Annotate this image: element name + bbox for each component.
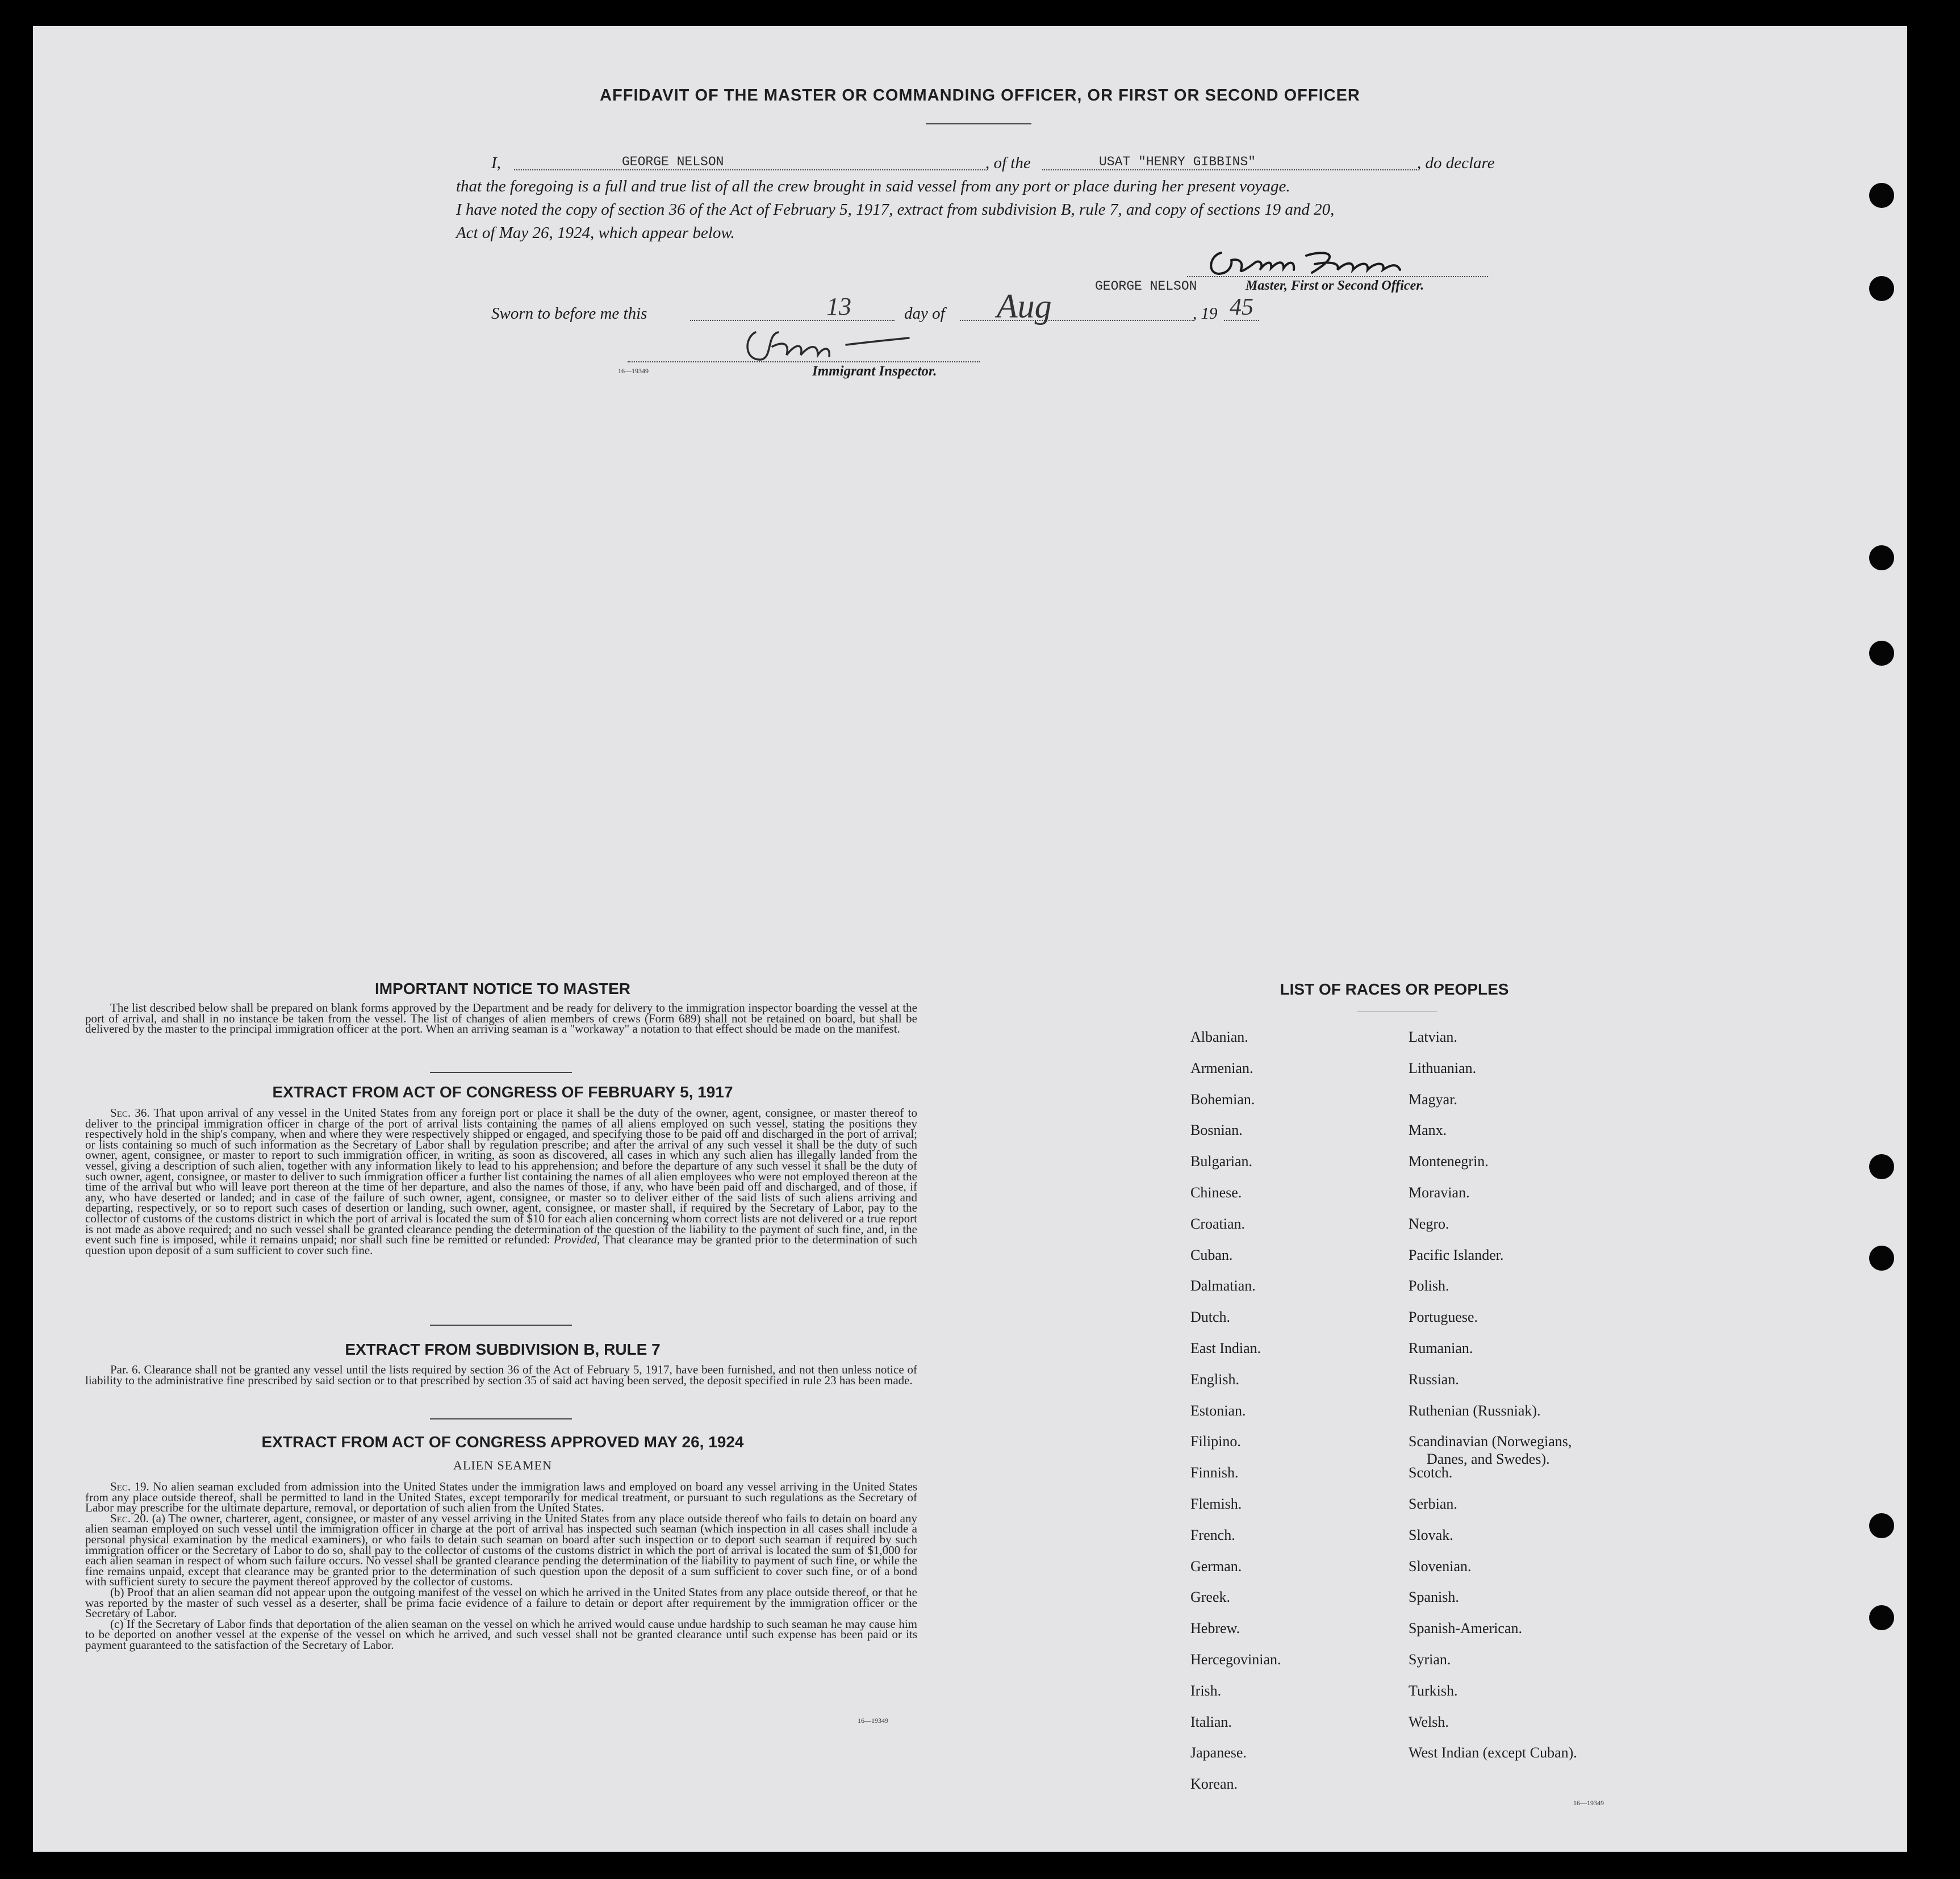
race-right-item: Polish. — [1409, 1277, 1449, 1295]
races-form-number: 16—19349 — [1573, 1799, 1604, 1807]
race-right-item: Negro. — [1409, 1215, 1449, 1232]
section-divider — [430, 1418, 572, 1419]
affidavit-form-number: 16—19349 — [618, 367, 649, 375]
race-left-item: Albanian. — [1190, 1029, 1248, 1045]
race-right-item: Welsh. — [1409, 1713, 1449, 1730]
race-left-item: Filipino. — [1190, 1433, 1241, 1450]
race-right-item: Manx. — [1409, 1122, 1447, 1139]
race-left-item: French. — [1190, 1526, 1235, 1543]
sec19-label: Sec. 19. — [110, 1480, 149, 1493]
signer-name-typed: GEORGE NELSON — [1095, 279, 1197, 294]
race-right-item: Scandinavian (Norwegians, — [1409, 1433, 1572, 1450]
name-field-value: GEORGE NELSON — [622, 155, 724, 169]
sec36-label: Sec. 36. — [110, 1106, 150, 1120]
month-field-line — [960, 320, 1193, 321]
binder-hole — [1869, 1605, 1894, 1630]
race-right-item: Ruthenian (Russniak). — [1409, 1402, 1541, 1419]
affidavit-line2: that the foregoing is a full and true list of all the crew brought in said vessel from any port or place during her present voyage. — [456, 177, 1290, 195]
race-right-item: Latvian. — [1409, 1029, 1457, 1045]
race-right-item: Portuguese. — [1409, 1309, 1478, 1326]
race-right-item: Magyar. — [1409, 1091, 1457, 1108]
extract-form-number: 16—19349 — [858, 1717, 888, 1724]
sec20a-paragraph — [85, 1513, 917, 1587]
race-left-item: Japanese. — [1190, 1744, 1247, 1761]
race-right-item: Scotch. — [1409, 1464, 1453, 1481]
binder-hole — [1869, 276, 1894, 301]
extract-1917-title: EXTRACT FROM ACT OF CONGRESS OF FEBRUARY 5, 1917 — [272, 1083, 733, 1101]
race-left-item: Cuban. — [1190, 1246, 1233, 1263]
race-left-item: German. — [1190, 1558, 1242, 1575]
extract-1924-text — [85, 1481, 917, 1651]
race-left-item: English. — [1190, 1371, 1239, 1388]
rule7-text: Par. 6. Clearance shall not be granted any vessel until the lists required by section 36 of the Act of February 5, 1917, have been furnished, and not then unless notice of liability to the administrative fine prescribed by said section or to that prescribed by section 35 of said act having been served, the deposit specified in rule 23 has been made. — [85, 1363, 917, 1387]
race-right-item: Rumanian. — [1409, 1340, 1473, 1356]
race-left-item: Italian. — [1190, 1713, 1232, 1730]
race-left-item: Korean. — [1190, 1776, 1238, 1793]
race-left-item: Irish. — [1190, 1682, 1222, 1699]
race-right-item: Slovak. — [1409, 1526, 1453, 1543]
rule7-title: EXTRACT FROM SUBDIVISION B, RULE 7 — [345, 1341, 661, 1358]
race-right-item: West Indian (except Cuban). — [1409, 1744, 1577, 1761]
inspector-line — [628, 361, 980, 362]
inspector-caption: Immigrant Inspector. — [812, 364, 937, 379]
affidavit-line3: I have noted the copy of section 36 of the Act of February 5, 1917, extract from subdivision B, rule 7, and copy of sections 19 and 20, — [456, 201, 1335, 219]
section-divider — [430, 1325, 572, 1326]
race-left-item: Dutch. — [1190, 1309, 1231, 1326]
race-left-item: East Indian. — [1190, 1340, 1261, 1356]
sec36-provided: Provided, — [553, 1233, 600, 1247]
race-left-item: Flemish. — [1190, 1496, 1242, 1512]
affidavit-do-declare: , do declare — [1417, 154, 1495, 172]
binder-hole — [1869, 641, 1894, 666]
vessel-field-value: USAT "HENRY GIBBINS" — [1099, 155, 1256, 169]
affidavit-of-the: , of the — [985, 154, 1031, 172]
affidavit-line1-prefix: I, — [491, 154, 501, 172]
title-divider — [926, 123, 1031, 124]
signature-line — [1187, 276, 1488, 277]
race-right-item: Danes, and Swedes). — [1427, 1451, 1550, 1468]
race-right-item: Spanish. — [1409, 1589, 1459, 1606]
signer-caption: Master, First or Second Officer. — [1246, 278, 1424, 293]
sworn-year-prefix: , 19 — [1193, 304, 1218, 323]
binder-hole — [1869, 545, 1894, 570]
race-right-item: Pacific Islander. — [1409, 1246, 1504, 1263]
sec36-body: That upon arrival of any vessel in the United States from any foreign port or place it shall be the duty of the owner, agent, consignee, or master thereof to deliver to the principal immigration officer in charge of the port of arrival lists containing the names of all aliens employed on such vessel, stating the positions they respectively hold in the ship's company, when and where they were respectively shipped or engaged, and specifying those to be paid off and discharged in the port of arrival; or lists containing so much of such information as the Secretary of Labor shall by regulation prescribe; and after the arrival of any such vessel it shall be the duty of such owner, agent, consignee, or master to report to such immigration officer, in writing, as soon as discovered, all cases in which any such alien has illegally landed from the vessel, giving a description of such alien, together with any information likely to lead to his apprehension; and before the departure of any such vessel it shall be the duty of such owner, agent, consignee, or master to deliver to such immigration officer a further list containing the names of all alien employees who were not employed thereon at the time of the arrival but who will leave port thereon at the time of her departure, and also the names of those, if any, who have been paid off and discharged, and of those, if any, who have deserted or landed; and in case of the failure of such owner, agent, consignee, or master so to deliver either of the said lists of such aliens arriving and departing, respectively, or so to report such cases of desertion or landing, such owner, agent, consignee, or master shall, if required by the Secretary of Labor, pay to the collector of customs of the customs district in which the port of arrival is located the sum of $10 for each alien concerning whom correct lists are not delivered or a true report is not made as above required; and no such vessel shall be granted clearance pending the determination of the question of the liability to the payment of such fine, and, in the event such fine is imposed, while it remains unpaid; nor shall such fine be remitted or refunded: — [85, 1106, 917, 1247]
race-left-item: Bosnian. — [1190, 1122, 1243, 1139]
race-left-item: Hebrew. — [1190, 1620, 1240, 1637]
binder-hole — [1869, 1154, 1894, 1179]
name-field-line — [514, 169, 985, 170]
race-right-item: Moravian. — [1409, 1184, 1470, 1201]
binder-hole — [1869, 183, 1894, 208]
race-right-item: Spanish-American. — [1409, 1620, 1523, 1637]
race-left-item: Estonian. — [1190, 1402, 1246, 1419]
race-left-item: Hercegovinian. — [1190, 1651, 1281, 1668]
race-left-item: Bulgarian. — [1190, 1153, 1253, 1170]
sec19-paragraph — [85, 1481, 917, 1513]
inspector-signature — [733, 315, 960, 366]
binder-hole — [1869, 1246, 1894, 1271]
race-right-item: Russian. — [1409, 1371, 1459, 1388]
month-field-value: Aug — [997, 287, 1052, 325]
race-left-item: Croatian. — [1190, 1215, 1246, 1232]
year-field-value: 45 — [1230, 294, 1253, 320]
race-left-item: Finnish. — [1190, 1464, 1239, 1481]
section-divider — [430, 1072, 572, 1073]
race-left-item: Armenian. — [1190, 1059, 1253, 1076]
sworn-prefix: Sworn to before me this — [491, 304, 647, 323]
extract-1917-text — [85, 1108, 917, 1255]
sworn-day-of: day of — [904, 304, 945, 323]
sec20a-body: (a) The owner, charterer, agent, consignee, or master of any vessel arriving in the United States from any place outside thereof who fails to detain on board any alien seaman employed on such vessel until the immigration officer in charge at the port of arrival has inspected such seaman (which inspection in all cases shall include a personal physical examination by the medical examiners), or who fails to detain such seaman on board after such inspection or to deport such seaman if required by such immigration officer or the Secretary of Labor to do so, shall pay to the collector of customs of the customs district in which the port of arrival is located the sum of $1,000 for each alien seaman in respect of whom such failure occurs. No vessel shall be granted clearance pending the determination of the liability to payment of such fine, or while the fine remains unpaid, except that clearance may be granted prior to the determination of such question upon the deposit of a sum sufficient to cover such fine, or of a bond with sufficient surety to secure the payment thereof approved by the collector of customs. — [85, 1511, 918, 1589]
races-title: LIST OF RACES OR PEOPLES — [1280, 980, 1509, 998]
sec20b-paragraph: (b) Proof that an alien seaman did not appear upon the outgoing manifest of the vessel on which he arrived in the United States from any place outside thereof, or that he was reported by the master of such vessel as a deserter, shall be prima facie evidence of a failure to detain or deport after requirement by the immigration officer or the Secretary of Labor. — [85, 1585, 917, 1621]
race-left-item: Chinese. — [1190, 1184, 1242, 1201]
affidavit-title: AFFIDAVIT OF THE MASTER OR COMMANDING OFFICER, OR FIRST OR SECOND OFFICER — [600, 86, 1360, 105]
race-right-item: Montenegrin. — [1409, 1153, 1489, 1170]
vessel-field-line — [1042, 169, 1417, 170]
race-left-item: Dalmatian. — [1190, 1277, 1256, 1295]
race-right-item: Serbian. — [1409, 1496, 1457, 1512]
notice-text: The list described below shall be prepared on blank forms approved by the Department and be ready for delivery to the immigration inspector boarding the vessel at the port of arrival, and shall in no instance be taken from the vessel. The list of changes of alien members of crews (Form 689) shall not be retained on board, but shall be delivered by the master to the principal immigration officer at the port. When an arriving seaman is a "workaway" a notation to that effect should be made on the manifest. — [85, 1001, 917, 1036]
notice-title: IMPORTANT NOTICE TO MASTER — [374, 980, 631, 997]
race-right-item: Lithuanian. — [1409, 1059, 1477, 1076]
sec36-body-end: That clearance may be granted prior to the determination of such question upon deposit of a sum sufficient to cover such fine. — [85, 1233, 918, 1257]
affidavit-line4: Act of May 26, 1924, which appear below. — [456, 224, 735, 242]
binder-hole — [1869, 1513, 1894, 1538]
sec20c-paragraph: (c) If the Secretary of Labor finds that deportation of the alien seaman on the vessel on which he arrived would cause undue hardship to such seaman he may cause him to be deported on another vessel at the expense of the vessel on which he arrived, and such vessel shall not be granted clearance until such expense has been paid or its payment guaranteed to the satisfaction of the Secretary of Labor. — [85, 1617, 917, 1652]
extract-1924-title: EXTRACT FROM ACT OF CONGRESS APPROVED MAY 26, 1924 — [261, 1433, 744, 1451]
race-right-item: Slovenian. — [1409, 1558, 1472, 1575]
sec20-label: Sec. 20. — [110, 1511, 149, 1525]
race-right-item: Turkish. — [1409, 1682, 1458, 1699]
day-field-value: 13 — [826, 293, 851, 320]
extract-1924-subtitle: ALIEN SEAMEN — [453, 1458, 552, 1472]
race-left-item: Bohemian. — [1190, 1091, 1255, 1108]
race-right-item: Syrian. — [1409, 1651, 1451, 1668]
sec19-body: No alien seaman excluded from admission into the United States under the immigration laws and employed on board any vessel arriving in the United States from any place outside thereof, shall be permitted to land in the United States, except temporarily for medical treatment, or pursuant to such regulations as the Secretary of Labor may prescribe for the ultimate departure, removal, or deportation of such alien from the United States. — [85, 1480, 918, 1515]
race-left-item: Greek. — [1190, 1589, 1231, 1606]
